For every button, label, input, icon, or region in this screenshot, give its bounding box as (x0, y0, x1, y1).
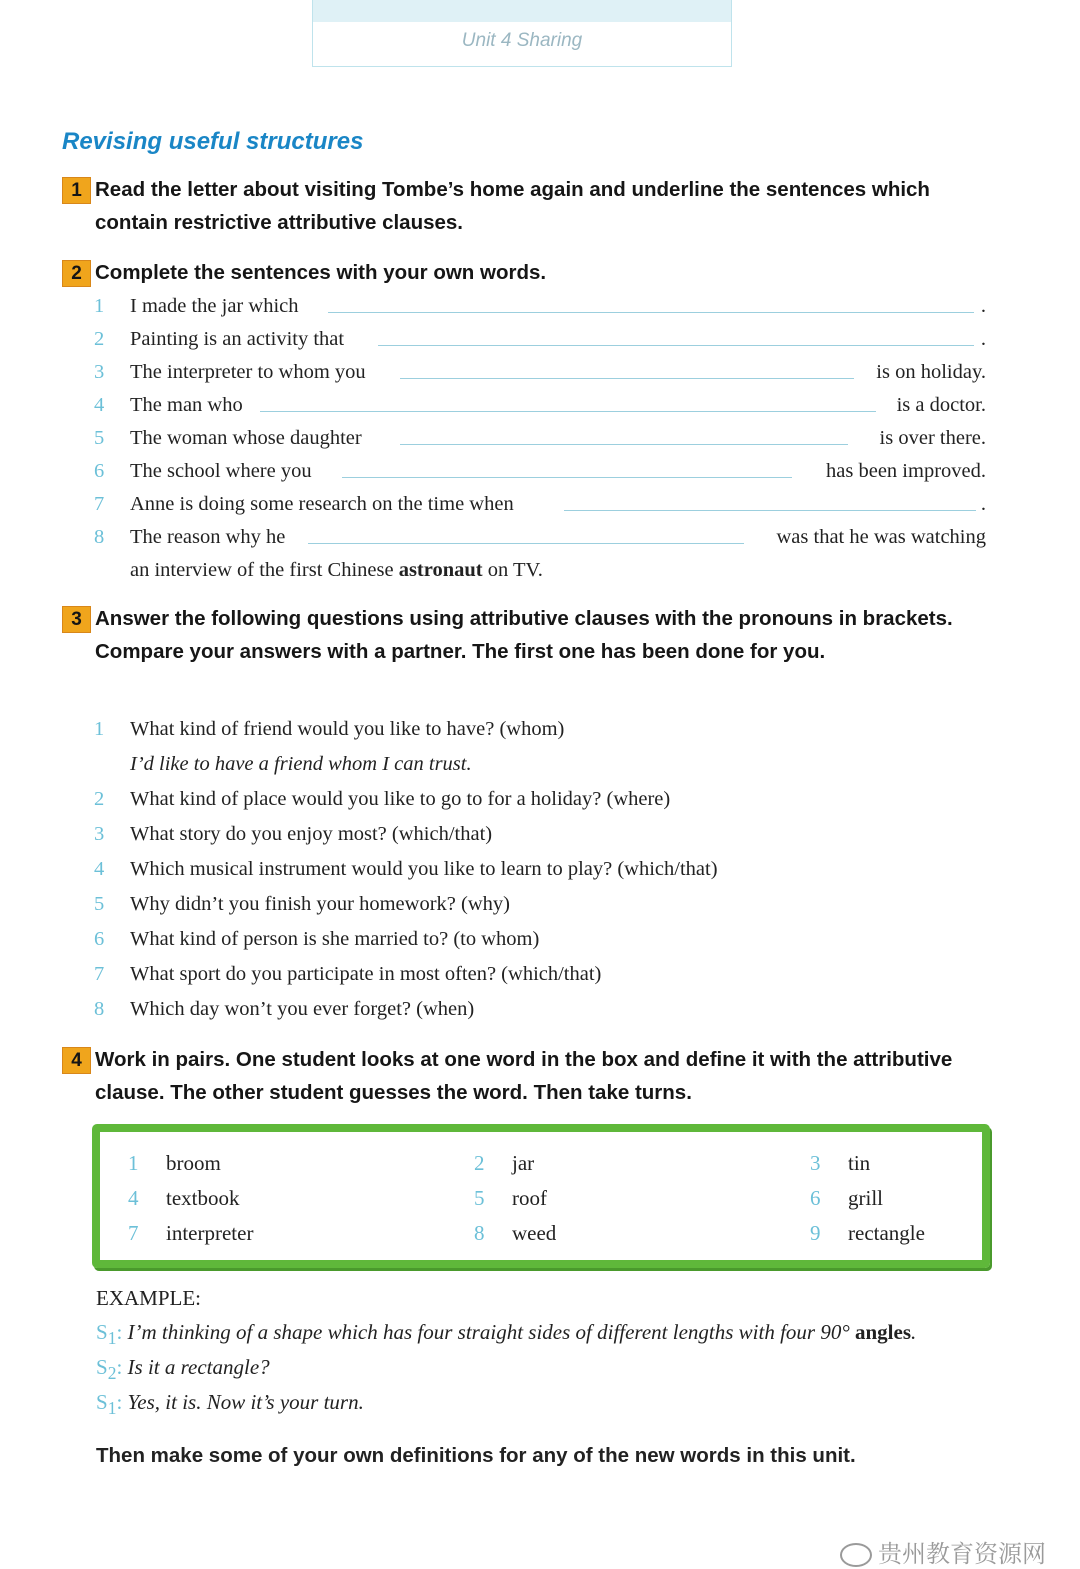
question-text: What sport do you participate in most often? (which/that) (130, 963, 602, 985)
section-title: Revising useful structures (62, 128, 364, 155)
word-text: weed (512, 1221, 557, 1245)
item-number: 3 (94, 823, 105, 845)
dialogue-end: . (911, 1320, 917, 1344)
question-text: What kind of place would you like to go to for a holiday? (where) (130, 788, 671, 810)
example-dialogue-line (96, 1390, 364, 1419)
word-text: roof (512, 1186, 547, 1210)
example-dialogue-line (96, 1355, 270, 1384)
word-text: rectangle (848, 1221, 925, 1245)
sentence-start: The interpreter to whom you (130, 361, 366, 383)
speaker-label: $S_2$: (96, 1355, 128, 1384)
speaker-number: 1 (107, 1328, 117, 1349)
sentence-end: . (980, 493, 986, 515)
keyword-astronaut: astronaut (398, 559, 483, 581)
word-text: interpreter (166, 1221, 254, 1245)
fill-in-item (94, 323, 986, 356)
answer-blank[interactable] (400, 444, 848, 445)
word-number: 1 (128, 1151, 139, 1175)
example-label: EXAMPLE: (96, 1286, 201, 1310)
answer-blank[interactable] (564, 510, 976, 511)
task-instruction: Answer the following questions using attributive clauses with the pronouns in brackets. Compare your answers with a partner. The first one has been done for you. (95, 607, 953, 663)
item-number: 2 (94, 788, 105, 810)
sentence-end: . (980, 328, 986, 350)
item-number: 7 (94, 963, 105, 985)
item-number: 3 (94, 361, 105, 383)
item-number: 6 (94, 460, 105, 482)
sentence-start: The man who (130, 394, 243, 416)
sentence-start: The reason why he (130, 526, 286, 548)
example-dialogue-line (96, 1320, 916, 1349)
speaker-letter: S (96, 1355, 108, 1379)
fill-in-item (94, 521, 986, 554)
task-instruction: Read the letter about visiting Tombe’s home again and underline the sentences which contain restrictive attributive clauses. (95, 178, 930, 234)
item-number: 7 (94, 493, 105, 515)
header-decoration (313, 0, 731, 22)
final-instruction: Then make some of your own definitions for any of the new words in this unit. (96, 1444, 856, 1467)
answer-blank[interactable] (328, 312, 974, 313)
word-box (92, 1124, 990, 1268)
speaker-number: 2 (107, 1363, 117, 1384)
task-number-badge: 1 (62, 177, 91, 204)
task-number-badge: 2 (62, 260, 91, 287)
word-number: 6 (810, 1186, 821, 1210)
task-number-badge: 3 (62, 606, 91, 633)
item-number: 5 (94, 427, 105, 449)
item-number: 5 (94, 893, 105, 915)
watermark (840, 1534, 1046, 1569)
item-number: 4 (94, 394, 105, 416)
word-number: 7 (128, 1221, 139, 1245)
word-number: 9 (810, 1221, 821, 1245)
word-text: broom (166, 1151, 221, 1175)
speaker-letter: S (96, 1320, 108, 1344)
item-number: 8 (94, 526, 105, 548)
word-text: jar (512, 1151, 535, 1175)
item-number: 1 (94, 718, 105, 740)
task-number-badge: 4 (62, 1047, 91, 1074)
sentence-start: Anne is doing some research on the time when (130, 493, 514, 515)
task-4 (62, 1043, 988, 1109)
item-number: 1 (94, 295, 105, 317)
task-instruction: Complete the sentences with your own words. (95, 261, 547, 284)
word-number: 4 (128, 1186, 139, 1210)
item-number: 8 (94, 998, 105, 1020)
word-text: grill (848, 1186, 883, 1210)
word-text: textbook (166, 1186, 240, 1210)
word-number: 5 (474, 1186, 485, 1210)
sentence-end: is on holiday. (876, 361, 986, 383)
question-text: What kind of friend would you like to have? (whom) (130, 718, 565, 740)
item-number: 2 (94, 328, 105, 350)
keyword-angles: angles (854, 1320, 911, 1344)
task-2 (62, 256, 988, 289)
sentence-start: The school where you (130, 460, 312, 482)
watermark-text: 贵州教育资源网 (878, 1540, 1046, 1568)
fill-in-item (94, 389, 986, 422)
word-number: 3 (810, 1151, 821, 1175)
unit-header (312, 0, 732, 67)
task-instruction: Work in pairs. One student looks at one word in the box and define it with the attributive clause. The other student guesses the word. Then take turns. (95, 1048, 953, 1104)
answer-blank[interactable] (342, 477, 792, 478)
wechat-icon (840, 1543, 872, 1567)
fill-in-item (94, 422, 986, 455)
speaker-label: $S_1$: (96, 1390, 128, 1419)
speaker-label: $S_1$: (96, 1320, 128, 1349)
task-1 (62, 173, 988, 239)
sentence-start: I made the jar which (130, 295, 299, 317)
sentence-end: is over there. (879, 427, 986, 449)
dialogue-text: I’m thinking of a shape which has four straight sides of different lengths with four 90° (127, 1320, 855, 1344)
continuation-text: an interview of the first Chinese (130, 559, 399, 581)
speaker-letter: S (96, 1390, 108, 1414)
answer-blank[interactable] (400, 378, 854, 379)
dialogue-text: Is it a rectangle? (127, 1355, 270, 1379)
answer-blank[interactable] (260, 411, 876, 412)
sentence-end: was that he was watching (776, 526, 986, 548)
question-text: What kind of person is she married to? (to whom) (130, 928, 540, 950)
answer-blank[interactable] (308, 543, 744, 544)
continuation-text-end: on TV. (482, 559, 543, 581)
item-number: 4 (94, 858, 105, 880)
fill-in-item (94, 488, 986, 521)
speaker-number: 1 (107, 1398, 117, 1419)
fill-in-item (94, 356, 986, 389)
question-text: Which musical instrument would you like to learn to play? (which/that) (130, 858, 718, 880)
unit-title: Unit 4 Sharing (461, 30, 583, 51)
sentence-end: . (980, 295, 986, 317)
item-number: 6 (94, 928, 105, 950)
word-text: tin (848, 1151, 871, 1175)
answer-blank[interactable] (378, 345, 974, 346)
fill-in-item (94, 290, 986, 323)
question-text: Which day won’t you ever forget? (when) (130, 998, 475, 1020)
sentence-end: has been improved. (826, 460, 986, 482)
item-8-continuation (130, 554, 543, 587)
sentence-end: is a doctor. (896, 394, 986, 416)
question-text: What story do you enjoy most? (which/that) (130, 823, 493, 845)
question-text: Why didn’t you finish your homework? (why) (130, 893, 510, 915)
fill-in-item (94, 455, 986, 488)
sentence-start: The woman whose daughter (130, 427, 362, 449)
word-number: 8 (474, 1221, 485, 1245)
example-answer: I’d like to have a friend whom I can trust. (130, 753, 472, 775)
task-3 (62, 602, 988, 668)
dialogue-text: Yes, it is. Now it’s your turn. (127, 1390, 364, 1414)
word-number: 2 (474, 1151, 485, 1175)
sentence-start: Painting is an activity that (130, 328, 345, 350)
